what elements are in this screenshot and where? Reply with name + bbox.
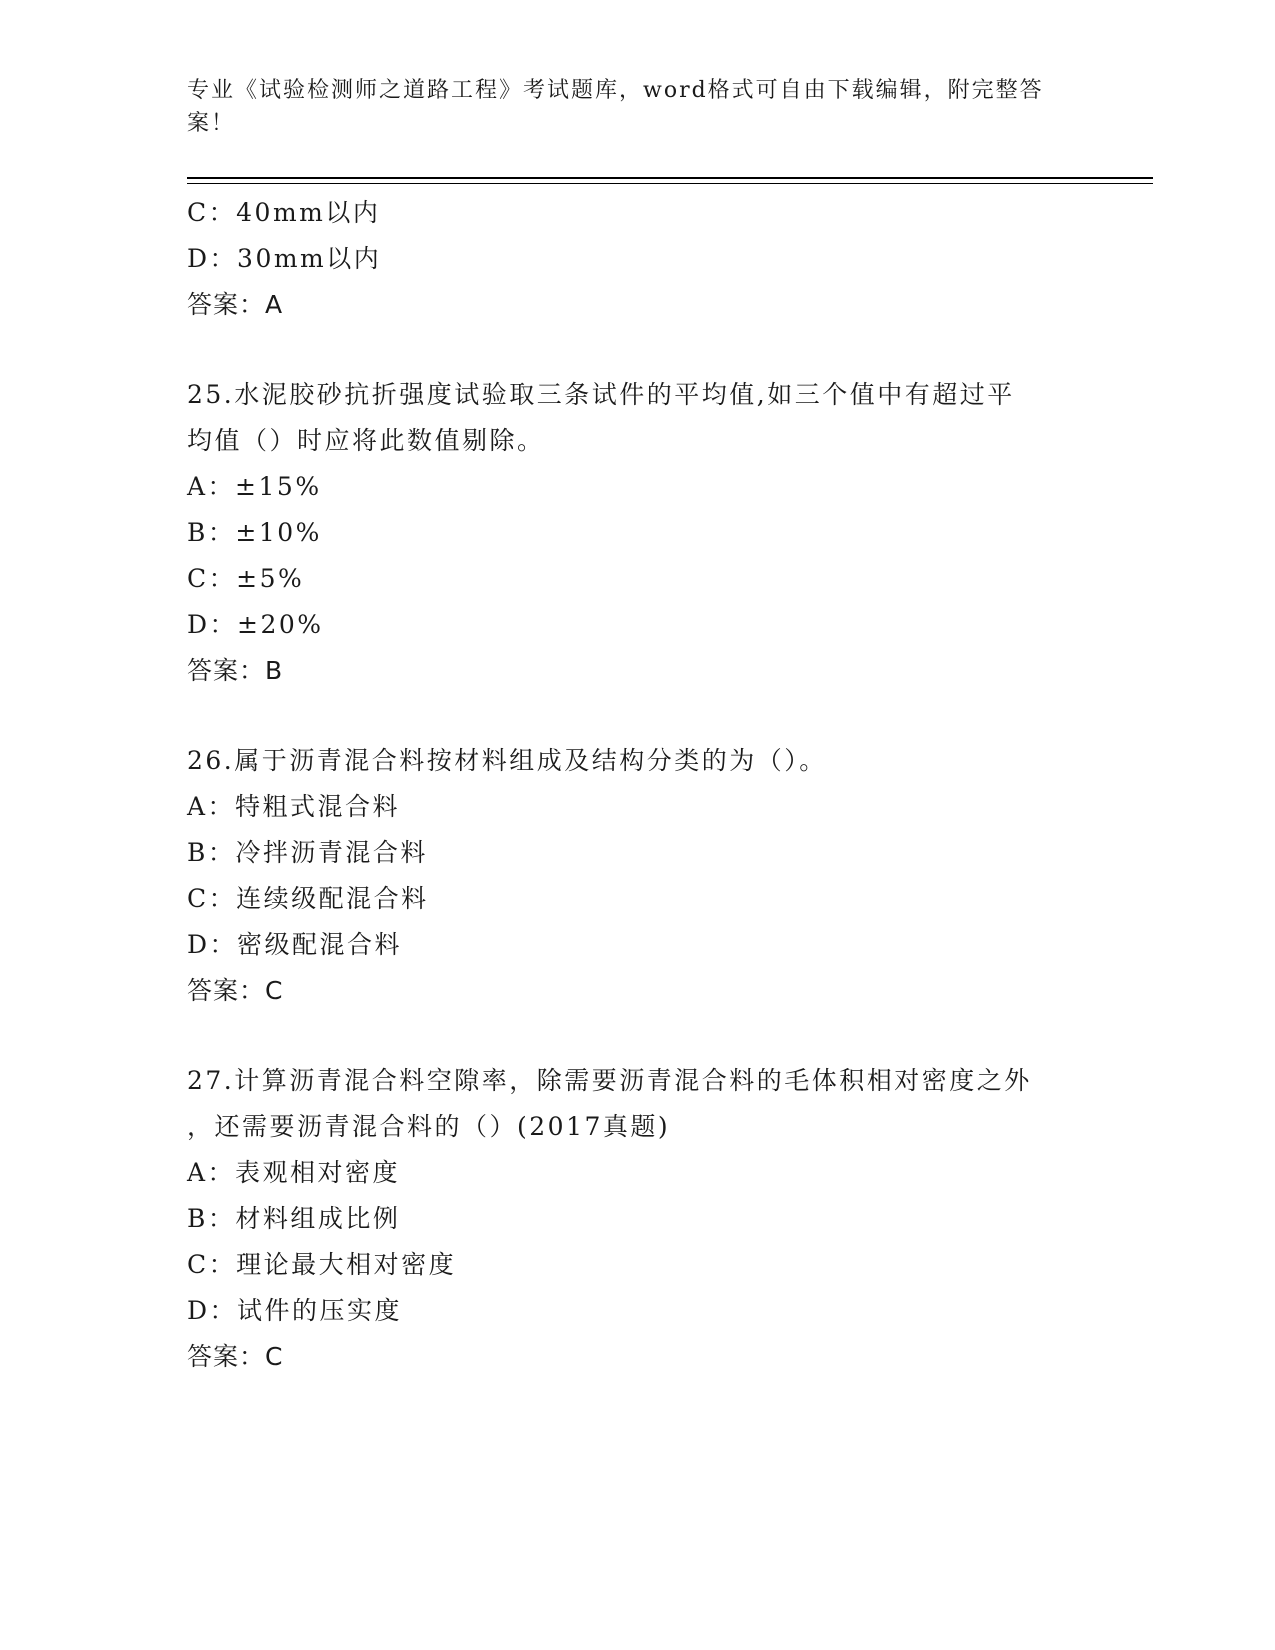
question-text: 25.水泥胶砂抗折强度试验取三条试件的平均值,如三个值中有超过平 <box>187 380 1015 409</box>
option-c: C：±5% <box>187 564 305 593</box>
question-25 <box>187 372 1087 694</box>
option-b: B：±10% <box>187 518 322 547</box>
option-b: B：冷拌沥青混合料 <box>187 838 428 867</box>
answer-line: 答案：B <box>187 656 284 685</box>
option-c: C：连续级配混合料 <box>187 884 429 913</box>
answer-line: 答案：A <box>187 290 284 319</box>
question-27 <box>187 1058 1087 1380</box>
header-divider-thin <box>187 183 1153 184</box>
question-text: 27.计算沥青混合料空隙率，除需要沥青混合料的毛体积相对密度之外 <box>187 1066 1032 1095</box>
spacer <box>187 328 1087 372</box>
option-d: D：密级配混合料 <box>187 930 403 959</box>
answer-line: 答案：C <box>187 1342 284 1371</box>
question-text: 均值（）时应将此数值剔除。 <box>187 426 545 455</box>
option-d: D：试件的压实度 <box>187 1296 403 1325</box>
spacer <box>187 1014 1087 1058</box>
header-divider-thick <box>187 177 1153 179</box>
option-b: B：材料组成比例 <box>187 1204 401 1233</box>
question-text: ，还需要沥青混合料的（）(2017真题) <box>187 1112 671 1141</box>
option-a: A：特粗式混合料 <box>187 792 401 821</box>
header-line-1: 专业《试验检测师之道路工程》考试题库，word格式可自由下载编辑，附完整答 <box>187 78 1044 103</box>
option-a: A：表观相对密度 <box>187 1158 401 1187</box>
option-c: C：40mm以内 <box>187 198 381 227</box>
header-line-2: 案！ <box>187 111 236 136</box>
question-26 <box>187 738 1087 1014</box>
spacer <box>187 694 1087 738</box>
question-text: 26.属于沥青混合料按材料组成及结构分类的为（）。 <box>187 746 827 775</box>
option-d: D：±20% <box>187 610 324 639</box>
option-d: D：30mm以内 <box>187 244 382 273</box>
option-c: C：理论最大相对密度 <box>187 1250 457 1279</box>
question-fragment-24 <box>187 190 1087 328</box>
option-a: A：±15% <box>187 472 322 501</box>
answer-line: 答案：C <box>187 976 284 1005</box>
document-content <box>187 190 1087 1380</box>
document-header <box>187 74 1067 140</box>
